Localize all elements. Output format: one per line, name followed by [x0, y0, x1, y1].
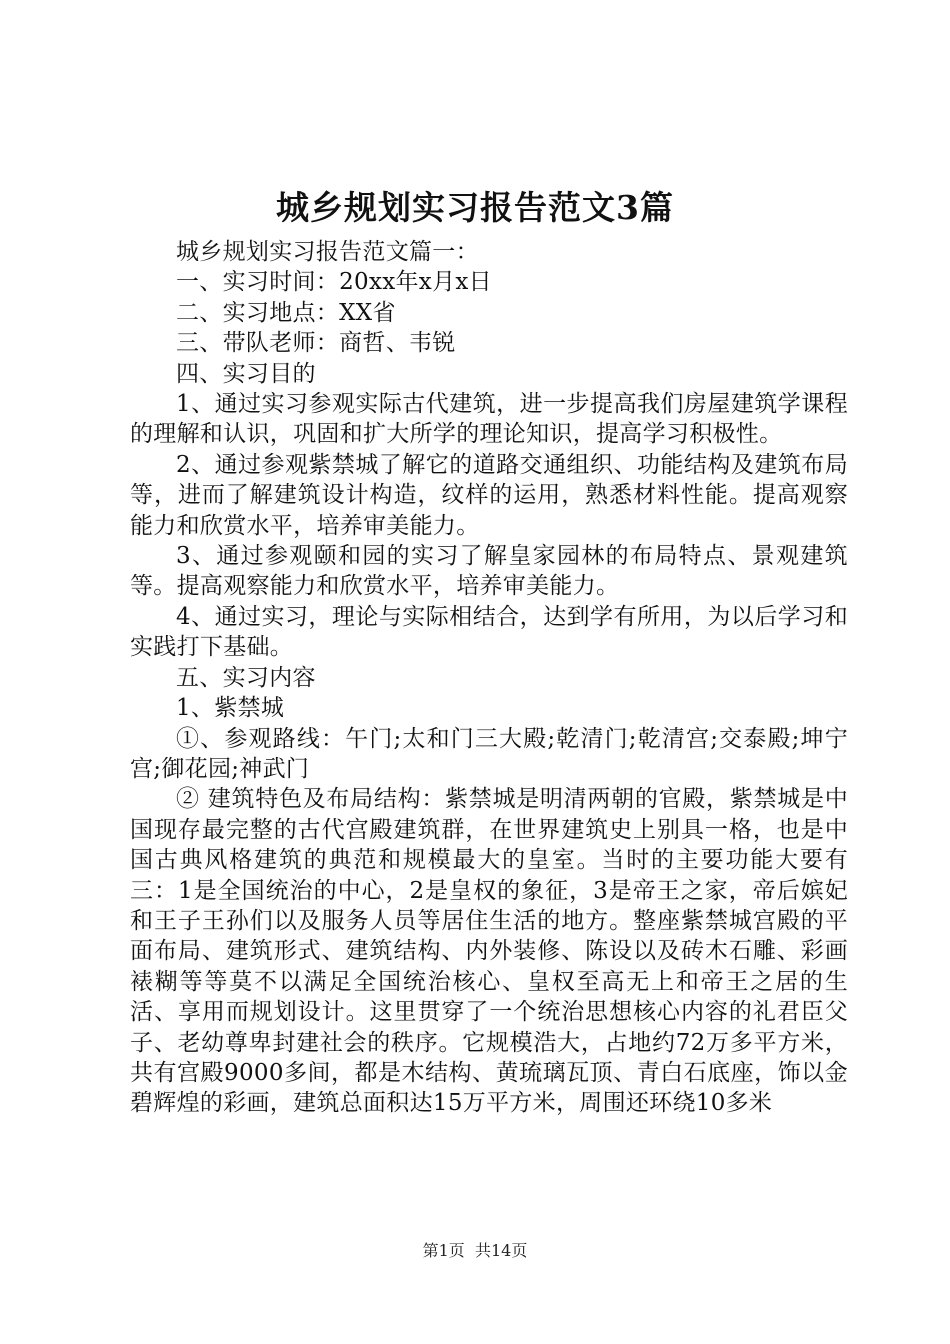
paragraph: 城乡规划实习报告范文篇一：: [176, 239, 479, 265]
paragraph: 四、实习目的: [176, 360, 316, 387]
document-title: 城乡规划实习报告范文3篇: [276, 188, 674, 227]
document-body: [130, 237, 848, 1119]
paragraph: 1、通过实习参观实际古代建筑，进一步提高我们房屋建筑学课程的理解和认识，巩固和扩大所学的理论知识，提高学习积极性。: [130, 391, 848, 448]
page-number: 第1页: [422, 1241, 465, 1260]
paragraph: ② 建筑特色及布局结构：紫禁城是明清两朝的官殿，紫禁城是中国现存最完整的古代宫殿建筑群，在世界建筑史上别具一格，也是中国古典风格建筑的典范和规模最大的皇室。当时的主要功能大要有三：1是全国统治的中心，2是皇权的象征，3是帝王之家，帝后嫔妃和王子王孙们以及服务人员等居住生活的地方。整座紫禁城宫殿的平面布局、建筑形式、建筑结构、内外装修、陈设以及砖木石雕、彩画裱糊等等莫不以满足全国统治核心、皇权至高无上和帝王之居的生活、享用而规划设计。这里贯穿了一个统治思想核心内容的礼君臣父子、老幼尊卑封建社会的秩序。它规模浩大，占地约72万多平方米，共有宫殿9000多间，都是木结构、黄琉璃瓦顶、青白石底座，饰以金碧辉煌的彩画，建筑总面积达15万平方米，周围还环绕10多米: [130, 786, 848, 1117]
paragraph: 三、带队老师：商哲、韦锐: [176, 330, 456, 357]
page-total: 共14页: [474, 1241, 528, 1260]
paragraph: 1、紫禁城: [176, 695, 285, 722]
paragraph: ①、参观路线：午门;太和门三大殿;乾清门;乾清宫;交泰殿;坤宁宫;御花园;神武门: [130, 725, 848, 782]
paragraph: 4、通过实习，理论与实际相结合，达到学有所用，为以后学习和实践打下基础。: [130, 603, 848, 661]
paragraph: 3、通过参观颐和园的实习了解皇家园林的布局特点、景观建筑等。提高观察能力和欣赏水平，培养审美能力。: [130, 543, 848, 600]
paragraph: 二、实习地点：XX省: [176, 299, 396, 326]
paragraph: 2、通过参观紫禁城了解它的道路交通组织、功能结构及建筑布局等，进而了解建筑设计构造，纹样的运用，熟悉材料性能。提高观察能力和欣赏水平，培养审美能力。: [130, 451, 848, 539]
paragraph: 五、实习内容: [176, 664, 316, 691]
paragraph: 一、实习时间：20xx年x月x日: [176, 269, 492, 296]
page-footer: [0, 1240, 950, 1262]
footer-separator: [465, 1241, 475, 1260]
